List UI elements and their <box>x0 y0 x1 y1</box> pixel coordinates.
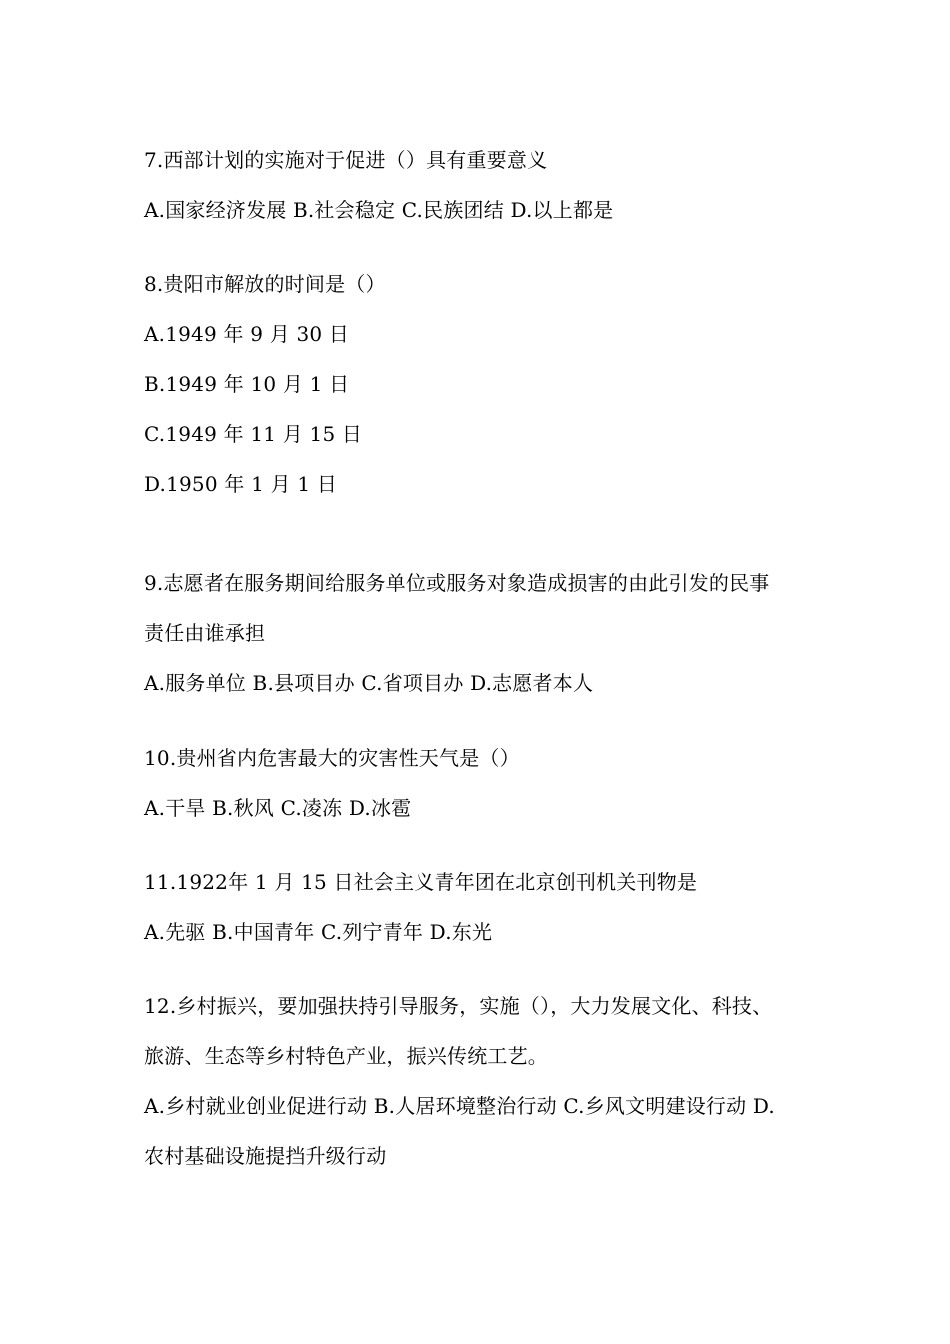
question-8-stem: 8.贵阳市解放的时间是（） <box>144 272 386 296</box>
question-8-option-b: B.1949 年 10 月 1 日 <box>144 372 350 396</box>
question-12-stem-line-1: 12.乡村振兴，要加强扶持引导服务，实施（），大力发展文化、科技、 <box>144 994 773 1018</box>
question-12-stem-line-2: 旅游、生态等乡村特色产业，振兴传统工艺。 <box>144 1044 548 1068</box>
question-7-options: A.国家经济发展 B.社会稳定 C.民族团结 D.以上都是 <box>144 198 614 222</box>
question-12-options-line-1: A.乡村就业创业促进行动 B.人居环境整治行动 C.乡风文明建设行动 D. <box>144 1094 775 1118</box>
question-8-option-a: A.1949 年 9 月 30 日 <box>144 322 350 346</box>
question-11-stem: 11.1922年 1 月 15 日社会主义青年团在北京创刊机关刊物是 <box>144 870 698 894</box>
question-9-stem-line-2: 责任由谁承担 <box>144 621 266 645</box>
question-8-option-c: C.1949 年 11 月 15 日 <box>144 422 363 446</box>
question-7-stem: 7.西部计划的实施对于促进（）具有重要意义 <box>144 148 548 172</box>
question-10-stem: 10.贵州省内危害最大的灾害性天气是（） <box>144 746 520 770</box>
question-9-options: A.服务单位 B.县项目办 C.省项目办 D.志愿者本人 <box>144 671 594 695</box>
question-10-options: A.干旱 B.秋风 C.凌冻 D.冰雹 <box>144 796 412 820</box>
question-12-options-line-2: 农村基础设施提挡升级行动 <box>144 1144 387 1168</box>
question-11-options: A.先驱 B.中国青年 C.列宁青年 D.东光 <box>144 920 493 944</box>
question-9-stem-line-1: 9.志愿者在服务期间给服务单位或服务对象造成损害的由此引发的民事 <box>144 571 770 595</box>
question-8-option-d: D.1950 年 1 月 1 日 <box>144 472 338 496</box>
